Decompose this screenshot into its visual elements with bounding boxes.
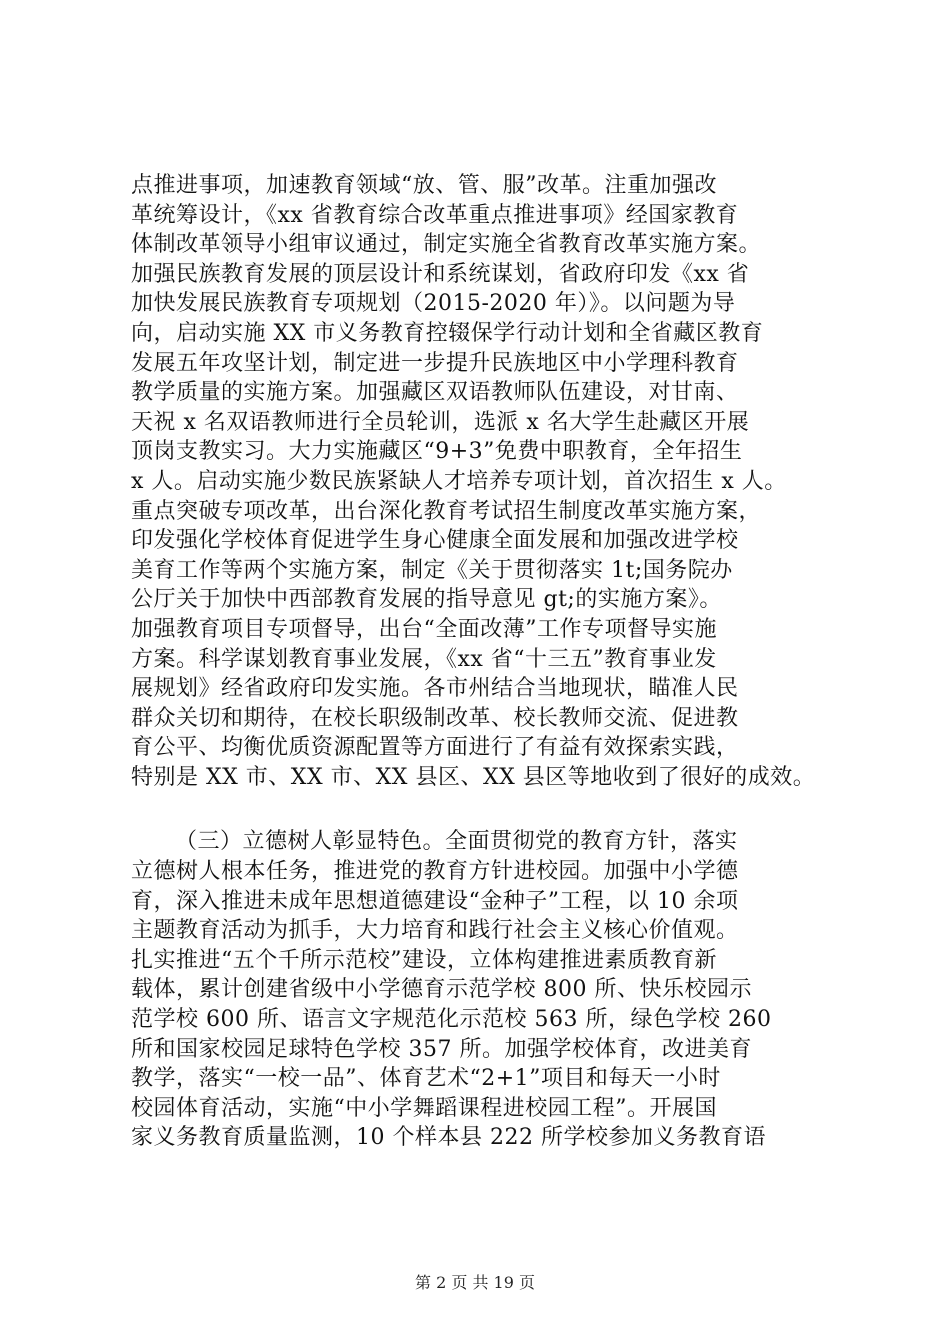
text-line: 教学质量的实施方案。加强藏区双语教师队伍建设，对甘南、 [131, 380, 739, 406]
text-line: 载体，累计创建省级中小学德育示范学校 800 所、快乐校园示 [131, 977, 752, 1003]
text-line: 育公平、均衡优质资源配置等方面进行了有益有效探索实践， [131, 735, 739, 761]
text-line: 公厅关于加快中西部教育发展的指导意见 gt;的实施方案》。 [131, 587, 722, 613]
text-line: 育，深入推进未成年思想道德建设“金种子”工程，以 10 余项 [131, 888, 739, 914]
text-line: 美育工作等两个实施方案，制定《关于贯彻落实 1t;国务院办 [131, 557, 733, 583]
text-line: 发展五年攻坚计划，制定进一步提升民族地区中小学理科教育 [131, 350, 739, 376]
text-line: 校园体育活动，实施“中小学舞蹈课程进校园工程”。开展国 [131, 1095, 717, 1121]
text-line: 点推进事项，加速教育领域“放、管、服”改革。注重加强改 [131, 173, 717, 198]
text-line: 加强教育项目专项督导，出台“全面改薄”工作专项督导实施 [131, 616, 717, 642]
text-line: （三）立德树人彰显特色。全面贯彻党的教育方针，落实 [175, 829, 738, 855]
text-line: 家义务教育质量监测，10 个样本县 222 所学校参加义务教育语 [131, 1125, 766, 1151]
text-line: 印发强化学校体育促进学生身心健康全面发展和加强改进学校 [131, 528, 739, 554]
text-line: 立德树人根本任务，推进党的教育方针进校园。加强中小学德 [131, 859, 739, 885]
text-line: 加快发展民族教育专项规划（2015-2020 年）》。以问题为导 [131, 291, 736, 317]
paragraph-reform [131, 171, 831, 792]
paragraph-moral-education [131, 827, 831, 1153]
text-line: 范学校 600 所、语言文字规范化示范校 563 所，绿色学校 260 [131, 1007, 772, 1033]
text-line: 向，启动实施 XX 市义务教育控辍保学行动计划和全省藏区教育 [131, 320, 764, 346]
text-line: 重点突破专项改革，出台深化教育考试招生制度改革实施方案， [131, 498, 762, 524]
paragraph-spacer [131, 792, 831, 827]
text-line: 革统筹设计，《xx 省教育综合改革重点推进事项》经国家教育 [131, 202, 739, 228]
text-line: 主题教育活动为抓手，大力培育和践行社会主义核心价值观。 [131, 918, 739, 944]
document-body [131, 171, 831, 1153]
text-line: 群众关切和期待，在校长职级制改革、校长教师交流、促进教 [131, 705, 739, 731]
text-line: x 人。启动实施少数民族紧缺人才培养专项计划，首次招生 x 人。 [131, 468, 787, 494]
text-line: 天祝 x 名双语教师进行全员轮训，选派 x 名大学生赴藏区开展 [131, 409, 750, 435]
text-line: 顶岗支教实习。大力实施藏区“9+3”免费中职教育，全年招生 [131, 439, 743, 465]
text-line: 教学，落实“一校一品”、体育艺术“2+1”项目和每天一小时 [131, 1066, 721, 1092]
text-line: 特别是 XX 市、XX 市、XX 县区、XX 县区等地收到了很好的成效。 [131, 764, 816, 790]
text-line: 方案。科学谋划教育事业发展，《xx 省“十三五”教育事业发 [131, 646, 717, 672]
text-line: 展规划》经省政府印发实施。各市州结合当地现状，瞄准人民 [131, 676, 739, 702]
text-line: 所和国家校园足球特色学校 357 所。加强学校体育，改进美育 [131, 1036, 752, 1062]
text-line: 体制改革领导小组审议通过，制定实施全省教育改革实施方案。 [131, 232, 762, 258]
page-number-footer: 第 2 页 共 19 页 [415, 1273, 535, 1292]
text-line: 加强民族教育发展的顶层设计和系统谋划，省政府印发《xx 省 [131, 261, 750, 287]
text-line: 扎实推进“五个千所示范校”建设，立体构建推进素质教育新 [131, 947, 717, 973]
